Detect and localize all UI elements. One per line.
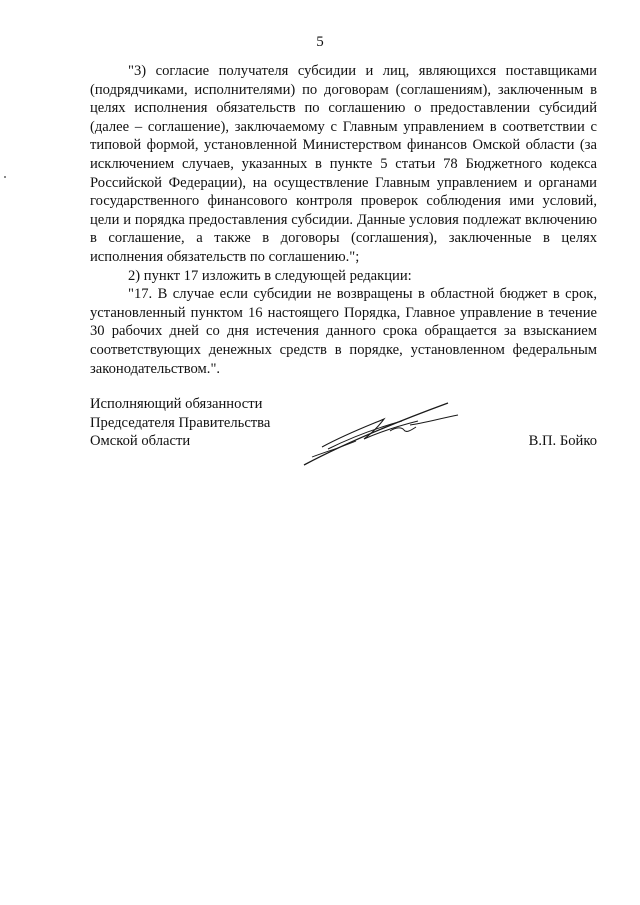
paragraph-consent-clause: "3) согласие получателя субсидии и лиц, являющихся поставщиками (подрядчиками, исполнителями) по договорам (соглашениям), заключенным в целях исполнения обязательств по соглашению о предоставлении субсидий (далее – соглашение), заключаемому с Главным управлением в соответствии с типовой формой, установленной Министерством финансов Омской области (за исключением случаев, указанных в пункте 5 статьи 78 Бюджетного кодекса Российской Федерации), на осуществление Главным управлением и органами государственного финансового контроля проверок соблюдения ими условий, цели и порядка предоставления субсидии. Данные условия подлежат включению в соглашение, а также в договоры (соглашения), заключенные в целях исполнения обязательств по соглашению."; (90, 63, 597, 265)
signature-block (90, 395, 597, 475)
signer-title (90, 395, 270, 451)
handwritten-signature (298, 397, 468, 469)
signer-title-line-2: Председателя Правительства (90, 414, 271, 431)
margin-mark (4, 176, 6, 178)
document-body (90, 62, 597, 378)
signer-title-line-3: Омской области (90, 433, 191, 450)
page-number: 5 (316, 34, 324, 50)
signer-name: В.П. Бойко (528, 433, 597, 449)
signer-title-line-1: Исполняющий обязанности (90, 396, 263, 412)
paragraph-amendment-item: 2) пункт 17 изложить в следующей редакции: (128, 267, 412, 284)
paragraph-clause-17: "17. В случае если субсидии не возвращены в областной бюджет в срок, установленный пунктом 16 настоящего Порядка, Главное управление в течение 30 рабочих дней со дня истечения данного срока обращается за взысканием соответствующих денежных средств в порядке, установленном федеральным законодательством.". (90, 286, 597, 377)
